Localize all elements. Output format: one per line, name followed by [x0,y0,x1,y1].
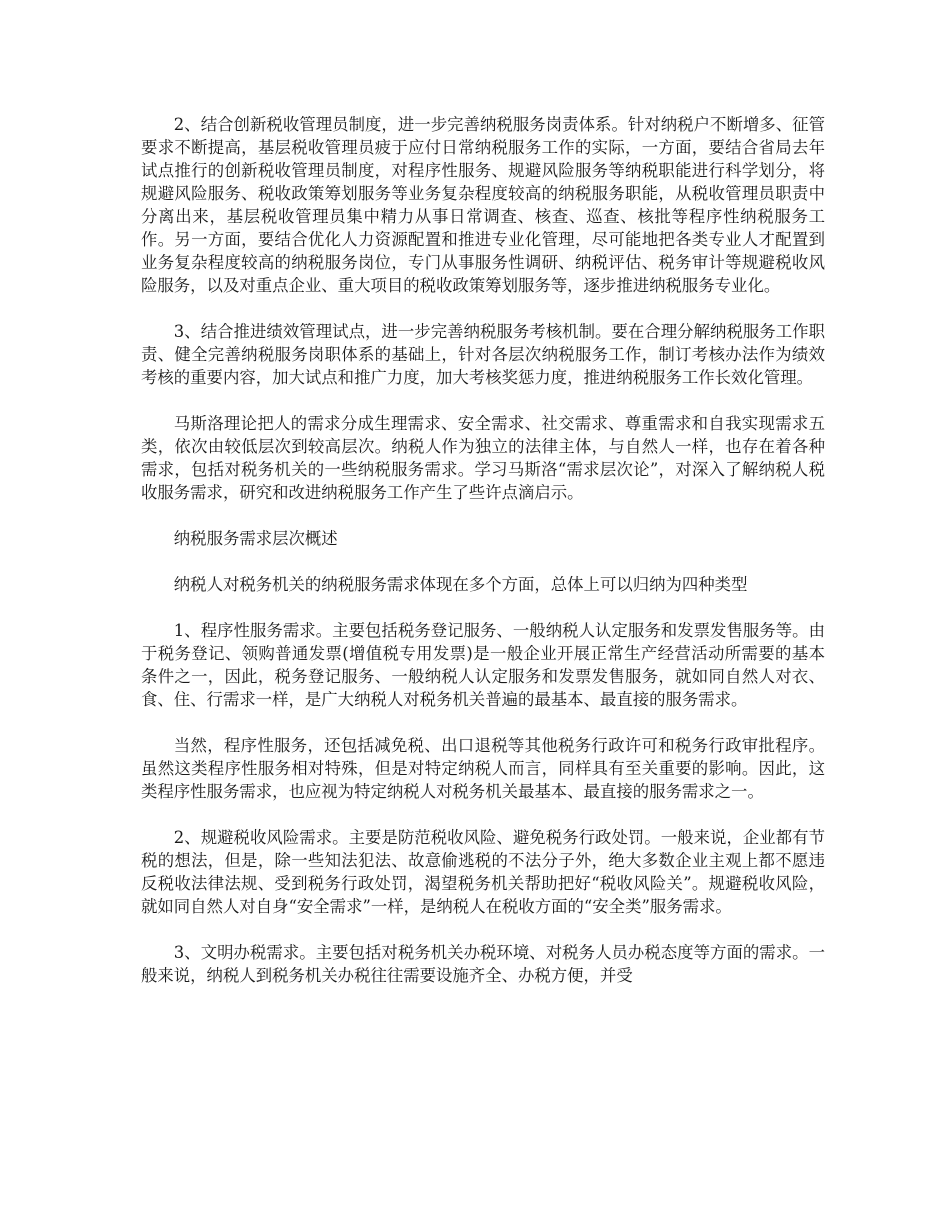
paragraph-procedural-special: 当然，程序性服务，还包括减免税、出口退税等其他税务行政许可和税务行政审批程序。虽然这类程序性服务相对特殊，但是对特定纳税人而言，同样具有至关重要的影响。因此，这类程序性服务需求，也应视为特定纳税人对税务机关最基本、最直接的服务需求之一。 [141,736,825,801]
paragraph-performance-assessment: 3、结合推进绩效管理试点，进一步完善纳税服务考核机制。要在合理分解纳税服务工作职责、健全完善纳税服务岗职体系的基础上，针对各层次纳税服务工作，制订考核办法作为绩效考核的重要内容，加大试点和推广力度，加大考核奖惩力度，推进纳税服务工作长效化管理。 [141,322,825,387]
paragraph-risk-avoidance: 2、规避税收风险需求。主要是防范税收风险、避免税务行政处罚。一般来说，企业都有节税的想法，但是，除一些知法犯法、故意偷逃税的不法分子外，绝大多数企业主观上都不愿违反税收法律法规、受到税务行政处罚，渴望税务机关帮助把好“税收风险关”。规避税收风险，就如同自然人对自身“安全需求”一样，是纳税人在税收方面的“安全类”服务需求。 [141,828,825,916]
paragraph-procedural-service: 1、程序性服务需求。主要包括税务登记服务、一般纳税人认定服务和发票发售服务等。由于税务登记、领购普通发票(增值税专用发票)是一般企业开展正常生产经营活动所需要的基本条件之一，因此，税务登记服务、一般纳税人认定服务和发票发售服务，就如同自然人对衣、食、住、行需求一样，是广大纳税人对税务机关普遍的最基本、最直接的服务需求。 [141,621,825,709]
paragraph-maslow-theory: 马斯洛理论把人的需求分成生理需求、安全需求、社交需求、尊重需求和自我实现需求五类，依次由较低层次到较高层次。纳税人作为独立的法律主体，与自然人一样，也存在着各种需求，包括对税务机关的一些纳税服务需求。学习马斯洛“需求层次论”，对深入了解纳税人税收服务需求，研究和改进纳税服务工作产生了些许点滴启示。 [141,414,825,502]
paragraph-civilized-tax: 3、文明办税需求。主要包括对税务机关办税环境、对税务人员办税态度等方面的需求。一般来说，纳税人到税务机关办税往往需要设施齐全、办税方便，并受 [141,943,825,985]
section-heading: 纳税服务需求层次概述 [173,529,338,548]
paragraph-staff-system: 2、结合创新税收管理员制度，进一步完善纳税服务岗责体系。针对纳税户不断增多、征管要求不断提高，基层税收管理员疲于应付日常纳税服务工作的实际，一方面，要结合省局去年试点推行的创新税收管理员制度，对程序性服务、规避风险服务等纳税职能进行科学划分，将规避风险服务、税收政策筹划服务等业务复杂程度较高的纳税服务职能，从税收管理员职责中分离出来，基层税收管理员集中精力从事日常调查、核查、巡查、核批等程序性纳税服务工作。另一方面，要结合优化人力资源配置和推进专业化管理，尽可能地把各类专业人才配置到业务复杂程度较高的纳税服务岗位，专门从事服务性调研、纳税评估、税务审计等规避税收风险服务，以及对重点企业、重大项目的税收政策筹划服务等，逐步推进纳税服务专业化。 [141,115,825,295]
document-body [141,113,825,1010]
paragraph-four-types: 纳税人对税务机关的纳税服务需求体现在多个方面，总体上可以归纳为四种类型 [173,575,748,594]
